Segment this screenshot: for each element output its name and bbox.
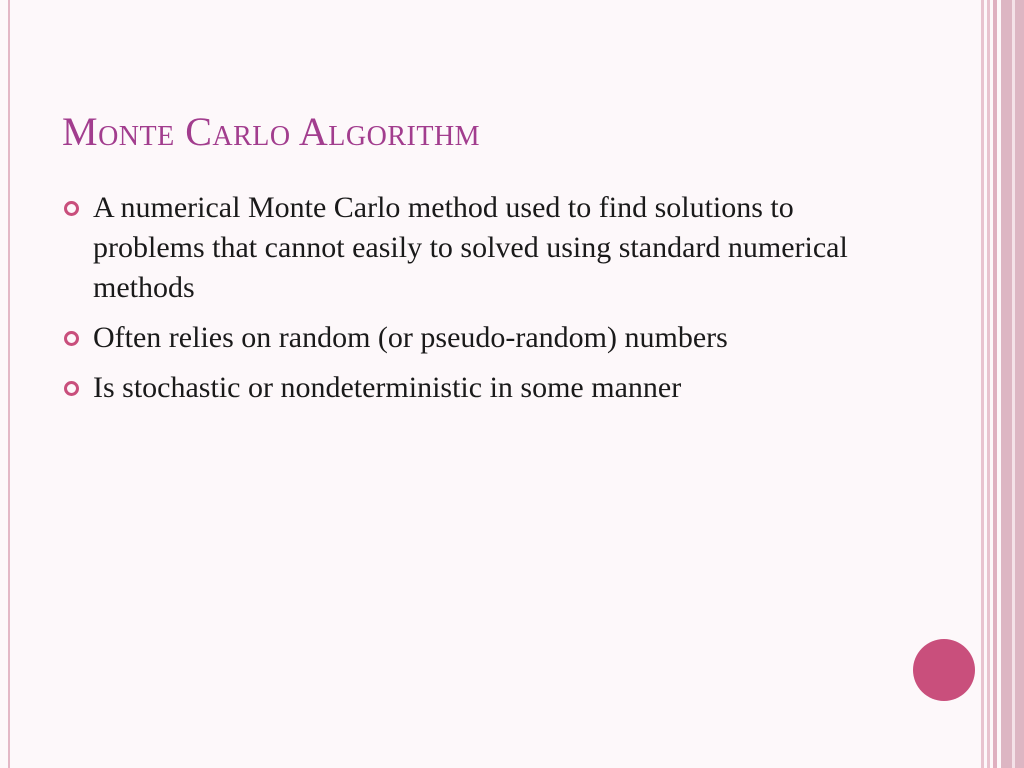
hollow-circle-bullet-icon bbox=[64, 381, 79, 396]
bullet-item bbox=[62, 188, 892, 308]
decorative-circle bbox=[913, 639, 975, 701]
hollow-circle-bullet-icon bbox=[64, 331, 79, 346]
right-stripe bbox=[981, 0, 984, 768]
bullet-item bbox=[62, 318, 892, 358]
bullet-list bbox=[62, 188, 892, 418]
bullet-text: Often relies on random (or pseudo-random) numbers bbox=[93, 321, 728, 354]
bullet-item bbox=[62, 368, 892, 408]
bullet-text: Is stochastic or nondeterministic in some manner bbox=[93, 371, 682, 404]
right-stripe bbox=[987, 0, 990, 768]
slide-title: Monte Carlo Algorithm bbox=[62, 109, 481, 154]
hollow-circle-bullet-icon bbox=[64, 201, 79, 216]
right-stripe-highlight bbox=[1012, 0, 1015, 768]
left-border-rule bbox=[8, 0, 10, 768]
right-stripe bbox=[993, 0, 997, 768]
bullet-text: A numerical Monte Carlo method used to find solutions to problems that cannot easily to solved using standard numerical methods bbox=[93, 191, 848, 304]
